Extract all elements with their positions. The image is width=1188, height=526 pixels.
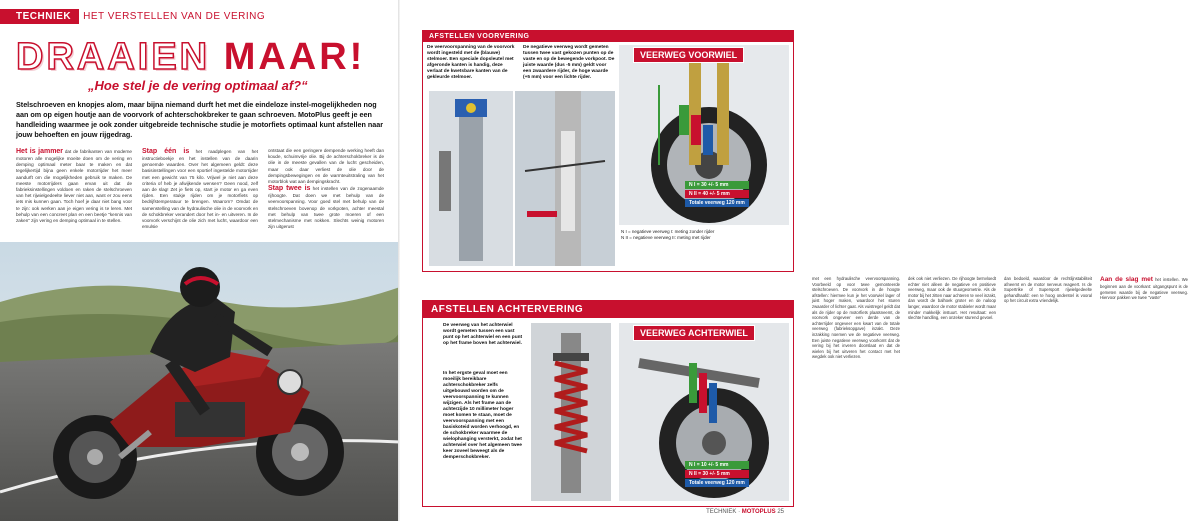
footer-section: TECHNIEK <box>706 509 737 515</box>
footer-brand: MOTOPLUS <box>741 509 776 515</box>
front-value-total: Totale veerweg 120 mm <box>685 199 749 207</box>
rear-value-n1: N I = 10 +/- 5 mm <box>685 461 749 469</box>
column-text: het raadplegen van het instructieboekje en het instellen van de daarin genoemde waarden. Over het algemeen geldt: deze basisinstellingen voor een sportief ingestelde motorrijder met een gewicht van 75 kilo. Vrijwel je niet aan deze criteria of heb je afwijkende wensen? Geen nood, zelf aan de slag! Zet je fiets op, start je motor en ga even rijden. Een stukje rijden om je motorfiets op bedrijfstemperatuur te brengen. Waarom? Omdat de samenstelling van de hydraulische olie in de voorvork en de schokbreker verandert door het in- en uitveren. In de voorvork verschijnt de olie zich met lucht, waardoor een emulsie <box>142 149 258 230</box>
fork-measure-photo <box>515 91 615 266</box>
column-text: het instellen. We beginnen aan de voorkant: uitgangspunt is de gemeten waarde bij de negatieve veerweg. Hiervoor pakken we twee "vaste" <box>1100 277 1188 301</box>
column-1 <box>16 148 132 230</box>
rear-suspension-panel <box>422 300 794 507</box>
panel-title: AFSTELLEN VOORVERING <box>423 31 793 42</box>
right-column-1: met een hydraulische veervoorspanning. Voorbeeld op voor twee gemonteerde stelschroeven. De voorvork in de hoogte afstellen: hiermee kun je het voorwiel lager of juist hoger maken, waardoor het sturen zwaarder of lichter gaat. Als vuistregel geldt dat als de rijder op de motorfiets plaatsneemt, de voorvork ongeveer een derde van de achterrijder ongeveer een kwart van de totale veerweg (fabrieksopgave) inzakt. Deze inzakking noemen we de negatieve veerweg. Een juiste negatieve veerweg voorkomt dat de vering bij het inveren doorslaat en dat de wielen bij het uitveren het contact met het wegdek ook niet verliezen. <box>812 276 900 360</box>
front-note-1: De veervoorspanning van de voorvork wordt ingesteld met de (blauwe) stelmoer. Een speciale dopsleutel met afgeronde kanten is handig, deze verlaat de kwetsbare kanten van de gekleurde stelmoer. <box>427 45 515 80</box>
column-2 <box>142 148 258 230</box>
page-footer: TECHNIEK · MOTOPLUS 25 <box>706 509 784 515</box>
section-header <box>0 8 265 24</box>
rear-values <box>685 461 749 488</box>
headline-word1: DRAAIEN <box>16 36 211 78</box>
column-text: dat de fabrikanten van moderne motoren alle mogelijke moeite doen om de vering en demping optimaal meter baar te maken en dat tegelijkertijd bijna geen enkele motorrijder het meer aandurft om die mogelijkheden gebruik te maken. De meeste motorrijders gaan ervan uit dat de fabrieksinstellingen voldoen en raken de stelschroeven van het rijwielgedeelte liever niet aan, want er zou eens iets mis kunnen gaan. Toch hoef je daar niet bang voor te zijn: ook werken aan je eigen vering is te leren. Met behulp van een concreet plan en een beetje "kennis van zaken" zijn vering en demping optimaal in te stellen. <box>16 149 132 224</box>
front-note-2: De negatieve veerweg wordt gemeten tussen twee vast gekozen punten op de vaste en op de bewegende vorkpoot. De juiste waarde (dus -5 mm) geldt voor een zwaardere rijder, de hoge waarde (+5 mm) voor een lichte rijder. <box>523 45 615 80</box>
motorcycle-illustration <box>0 242 400 521</box>
run-in-head: Stap één is <box>142 148 190 155</box>
right-column-2: dek ook niet verliezen. De rijhoogte beïnvloedt echter niet alleen de negatieve en positieve veerweg, maar ook de stuurgeometrie. Als de motor bij het zitten naar achteren te veel inzakt, dan wordt de balhoek groter en de naloop langer, waardoor de motor stabieler wordt maar minder makkelijk instuurt. Het resultaat: een slechte handling, een onzeker sturend gevoel. <box>908 276 996 321</box>
front-values <box>685 181 749 208</box>
rear-note-2: In het ergste geval moet een moeilijk bereikbare achterschokbreker zelfs uitgebouwd worden om de veervoorspanning te kunnen wijzigen. Als het frame aan de achterzijde 10 millimeter hoger moet komen te staan, moet de veervoorspanning met een basiskoteid worden verhoogd, en de schokbreker waarmee de wielophanging versterkt, zodat het achterwiel over het algemeen twee keer zoveel beweegt als de demperschokbreker. <box>443 371 522 460</box>
right-body-columns <box>812 276 1188 360</box>
column-text: ontstaat die een geringere dempende werking heeft dan koude, schuimvrije olie. Bij de achterschokbreker is de olie in de meeste gevallen van de lucht gescheiden, maar ook daar verliest de olie door de dempingsbewegingen en de warmteuitstraling van het motorblok wat aan dempingskracht. <box>268 148 384 185</box>
caption-n1: N I = negatieve veerweg I: meting zonder rijder <box>621 229 715 234</box>
column-text: het instellen van de zogenaamde rijhoogte. Dat doen we met behulp van de veervoorspanning. Voor goed stel met behulp van de stelschroeven bovenop de vorkpoten, achter meestal met behulp van twee grote moeren of een stelmechanisme met nokken. Slechts weinig motoren zijn uitgerust <box>268 186 384 230</box>
veerweg-voorwiel-tag: VEERWEG VOORWIEL <box>633 47 744 63</box>
right-column-4 <box>1100 276 1188 360</box>
motorcycle-photo <box>0 242 400 521</box>
rear-note-1: De veerweg van het achterwiel wordt gemeten tussen een vast punt op het achterwiel en een punt op het frame boven het achterwiel. <box>443 323 523 346</box>
rear-value-n2: N II = 30 +/- 5 mm <box>685 470 749 478</box>
veerweg-achterwiel-tag: VEERWEG ACHTERWIEL <box>633 325 755 341</box>
right-page <box>400 0 1188 521</box>
section-tag: TECHNIEK <box>0 9 79 24</box>
left-page <box>0 0 400 521</box>
section-subtitle: HET VERSTELLEN VAN DE VERING <box>83 10 266 22</box>
rear-shock-photo <box>531 323 611 501</box>
column-3 <box>268 148 384 230</box>
subheadline: „Hoe stel je de vering optimaal af?“ <box>88 78 308 93</box>
rear-value-total: Totale veerweg 120 mm <box>685 479 749 487</box>
run-in-head: Stap twee is <box>268 185 311 193</box>
front-suspension-panel <box>422 30 794 272</box>
lead-paragraph: Stelschroeven en knopjes alom, maar bijna niemand durft het met die eindeloze instel-mogelijkheden nog aan om op eigen houtje aan de voorvork of achterschokbreker te gaan schroeven. MotoPlus geeft je een handleiding waarmee je ook zonder uitgebreide technische studie je motorfiets optimaal kunt afstellen naar jouw behoeften en jouw rijgedrag. <box>16 100 384 139</box>
front-value-n2: N II = 40 +/- 5 mm <box>685 190 749 198</box>
right-column-3: dan bedoeld, waardoor de rechtlijnstabiliteit afneemt en de motor nerveus reageert. Is de Supertrike of Supersport rijwielgedeelte gehandhaafd: een te hoog onderstel is vooral op het circuit extra vriendelijk. <box>1004 276 1092 304</box>
body-columns <box>16 148 384 230</box>
headline-word2: MAAR! <box>223 36 366 78</box>
fork-adjuster-photo <box>429 91 513 266</box>
front-value-n1: N I = 30 +/- 5 mm <box>685 181 749 189</box>
run-in-head: Het is jammer <box>16 148 64 155</box>
page-title <box>16 36 365 79</box>
front-caption <box>621 229 789 240</box>
page-number: 25 <box>777 509 784 515</box>
run-in-head: Aan de slag met <box>1100 276 1153 283</box>
panel-title: AFSTELLEN ACHTERVERING <box>423 301 793 318</box>
caption-n2: N II = negatieve veerweg II: meting met rijder <box>621 234 711 240</box>
